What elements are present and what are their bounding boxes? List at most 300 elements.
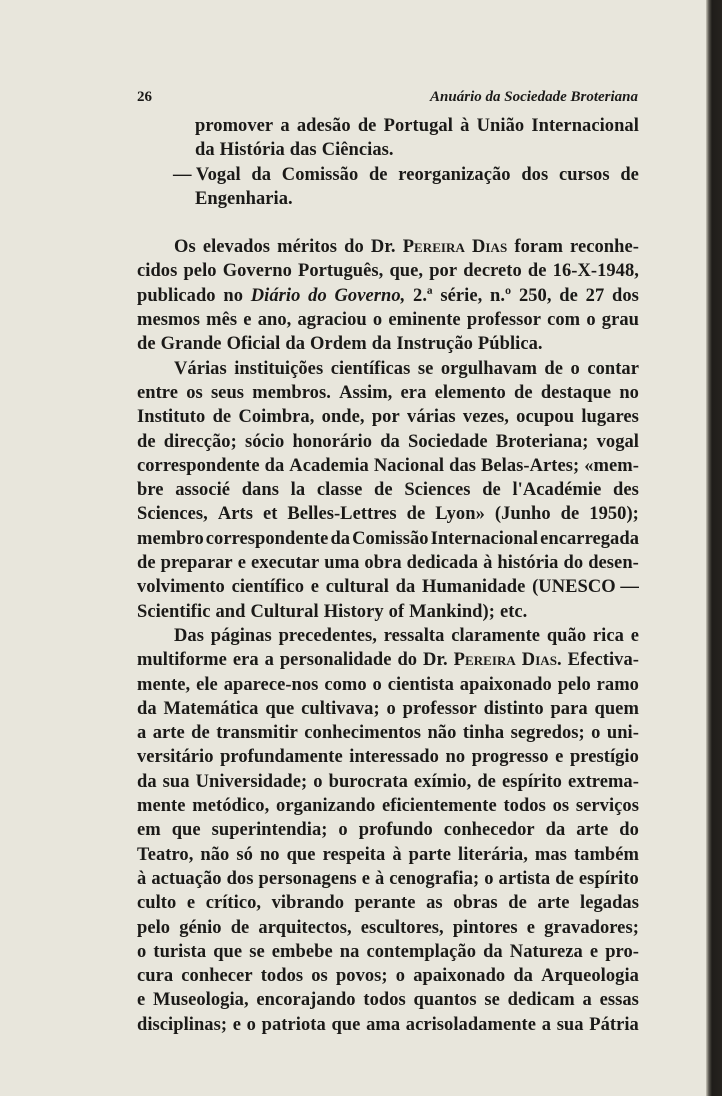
word: Internacional	[430, 528, 539, 549]
word: e	[237, 553, 246, 574]
word: Pátria	[589, 1014, 639, 1035]
word: o	[586, 310, 596, 331]
word: de	[559, 285, 578, 306]
word: turista	[153, 941, 207, 962]
word: pintores	[452, 917, 518, 938]
text-line	[137, 770, 639, 794]
word: quão	[546, 625, 587, 646]
word: os	[311, 966, 328, 987]
word: que	[331, 1014, 361, 1035]
text-line	[137, 187, 639, 211]
word: à	[483, 553, 493, 574]
word: cidos	[137, 261, 178, 282]
word: científico	[231, 577, 305, 598]
text-line	[137, 745, 639, 769]
word: era	[232, 650, 259, 671]
text-line	[137, 624, 639, 648]
word: no	[259, 844, 280, 865]
word: Matemática	[163, 698, 259, 719]
word: seus	[210, 382, 245, 403]
word: à	[137, 868, 147, 889]
word: história	[497, 553, 559, 574]
word: a	[582, 990, 592, 1011]
word: vogal	[596, 431, 639, 452]
word: versitário	[137, 747, 214, 768]
word: profundo	[358, 820, 433, 841]
word: no	[223, 285, 243, 306]
word: e	[361, 868, 370, 889]
word: interessado	[349, 747, 439, 768]
word: direcção;	[163, 431, 237, 452]
word: elemento	[434, 382, 506, 403]
page-number: 26	[137, 89, 152, 105]
word: n.º	[490, 285, 512, 306]
word: Teatro,	[137, 844, 194, 865]
word: Ciências.	[321, 140, 394, 161]
word: páginas	[210, 625, 272, 646]
word: só	[236, 844, 253, 865]
word: da	[264, 455, 285, 476]
word: de	[368, 164, 388, 185]
word: Várias	[174, 358, 227, 379]
word: se	[484, 990, 500, 1011]
word: essas	[599, 990, 639, 1011]
word: de	[527, 261, 547, 282]
word: o	[395, 966, 406, 987]
text-line	[137, 478, 639, 502]
word: l'Académie	[512, 480, 602, 501]
word: dedicada	[406, 553, 479, 574]
word: da	[137, 771, 157, 792]
word: se	[249, 941, 265, 962]
word: para	[550, 698, 588, 719]
text-line	[137, 235, 639, 259]
word: Instituto	[137, 407, 206, 428]
text-line	[137, 114, 639, 138]
word: Grande	[160, 334, 222, 355]
word: de	[477, 771, 496, 792]
word: pro-	[605, 941, 639, 962]
word: e	[243, 310, 252, 331]
word: Universidade;	[195, 771, 308, 792]
word: todos	[363, 990, 406, 1011]
word: actuação	[151, 868, 222, 889]
word: que	[171, 820, 201, 841]
word: perante	[354, 893, 416, 914]
word: entre	[137, 382, 178, 403]
word: Academia	[289, 455, 369, 476]
word: Coimbra,	[238, 407, 315, 428]
text-line	[137, 891, 639, 915]
word: progresso	[471, 747, 549, 768]
word: por	[371, 407, 400, 428]
word: cenografia;	[389, 868, 480, 889]
word: honorário	[292, 431, 373, 452]
word: Efectiva-	[567, 650, 639, 671]
word: Dias	[472, 237, 508, 258]
word: povos;	[335, 966, 388, 987]
word: encorajando	[256, 990, 356, 1011]
word: and	[215, 601, 246, 622]
word: do	[563, 553, 584, 574]
word: da	[545, 820, 566, 841]
word: aparece-nos	[223, 674, 319, 695]
word: sócio	[244, 431, 285, 452]
word: de	[620, 164, 639, 185]
word: Das	[174, 625, 204, 646]
text-line	[137, 794, 639, 818]
word: de	[482, 480, 501, 501]
word: de	[406, 504, 426, 525]
word: de	[514, 382, 533, 403]
word: Scientific	[137, 601, 211, 622]
word: organizando	[276, 796, 376, 817]
word: mente,	[137, 674, 191, 695]
word: contar	[587, 358, 639, 379]
word: de	[137, 553, 156, 574]
word: Instrução	[396, 334, 473, 355]
word: de	[555, 868, 574, 889]
word: Cultural	[250, 601, 319, 622]
word: arte	[152, 723, 185, 744]
word: científicas	[330, 358, 411, 379]
word: as	[426, 893, 443, 914]
word: no	[619, 382, 639, 403]
word: pelo	[137, 917, 171, 938]
word: das	[449, 455, 477, 476]
word: multiforme	[137, 650, 227, 671]
word: — Vogal	[173, 164, 241, 185]
word: publicado	[137, 285, 216, 306]
word: o	[591, 723, 601, 744]
text-line	[137, 259, 639, 283]
word: cultivava;	[301, 698, 380, 719]
word: várias	[407, 407, 456, 428]
word: em	[137, 820, 161, 841]
word: da	[380, 431, 400, 452]
word: etc.	[499, 601, 528, 622]
word: à	[392, 844, 402, 865]
word: destaque	[540, 382, 612, 403]
word: segredos;	[510, 723, 585, 744]
word: o	[386, 698, 396, 719]
word: patriota	[261, 1014, 326, 1035]
word: Mankind);	[409, 601, 495, 622]
word: à	[460, 116, 470, 136]
text-line	[137, 551, 639, 575]
word: de	[357, 116, 377, 136]
word: distinto	[483, 698, 544, 719]
word: burocrata	[328, 771, 408, 792]
text-line	[137, 163, 639, 187]
word: Comissão	[281, 164, 359, 185]
word: Portugal	[383, 116, 453, 136]
word: Sciences	[404, 480, 471, 501]
text-line	[137, 916, 639, 940]
word: que	[265, 698, 295, 719]
word: espírito	[578, 868, 639, 889]
word: que	[213, 941, 243, 962]
word: como	[324, 674, 367, 695]
word: de	[137, 431, 156, 452]
word: eminente	[388, 310, 461, 331]
word: preparar	[160, 553, 233, 574]
word: Diário	[250, 285, 301, 306]
word: instituições	[234, 358, 324, 379]
text-line	[137, 430, 639, 454]
text-line	[137, 673, 639, 697]
word: vezes,	[462, 407, 509, 428]
word: da	[195, 140, 215, 161]
word: ressalta	[383, 625, 445, 646]
word: da	[330, 528, 351, 549]
word: do	[619, 820, 639, 841]
word: também	[573, 844, 639, 865]
word: correspondente	[137, 455, 260, 476]
word: History	[323, 601, 384, 622]
body-text	[137, 114, 639, 1037]
word: Engenharia.	[195, 188, 293, 209]
paragraph-gap	[137, 211, 639, 235]
word: gravadores;	[544, 917, 639, 938]
word: Os	[174, 237, 196, 258]
word: Oficial	[226, 334, 281, 355]
word: grau	[601, 310, 639, 331]
word: de	[544, 358, 564, 379]
running-title: Anuário da Sociedade Broteriana	[430, 89, 638, 105]
word: Pública.	[477, 334, 543, 355]
word: profundamente	[220, 747, 343, 768]
word: o	[338, 820, 348, 841]
word: das	[289, 140, 317, 161]
word: cursos	[558, 164, 610, 185]
word: reconhe-	[570, 237, 639, 258]
word: mesmos	[137, 310, 200, 331]
word: e	[630, 625, 639, 646]
word: Governo	[222, 261, 292, 282]
word: Sciences,	[137, 504, 208, 525]
text-line	[137, 1013, 639, 1037]
word: correspondente	[205, 528, 329, 549]
word: obra	[364, 553, 402, 574]
word: Dias.	[521, 650, 562, 671]
word: dos	[226, 868, 254, 889]
word: contemplação	[366, 941, 477, 962]
word: elevados	[202, 237, 271, 258]
word: lugares	[581, 407, 639, 428]
word: personalidade	[279, 650, 392, 671]
word: prestígio	[569, 747, 639, 768]
text-line	[137, 454, 639, 478]
word: literária,	[458, 844, 528, 865]
word: Humanidade	[422, 577, 526, 598]
word: não	[200, 844, 230, 865]
word: Belles-Lettres	[287, 504, 397, 525]
word: com	[547, 310, 581, 331]
word: da	[285, 334, 305, 355]
word: Natureza	[509, 941, 583, 962]
word: cura	[137, 966, 174, 987]
word: Dr.	[423, 650, 448, 671]
word: disciplinas;	[137, 1014, 228, 1035]
word: classe	[316, 480, 363, 501]
text-line	[137, 357, 639, 381]
text-line	[137, 721, 639, 745]
word: Nacional	[373, 455, 445, 476]
word: bre	[137, 480, 164, 501]
word: a	[541, 1014, 552, 1035]
word: o	[137, 941, 147, 962]
word: era	[400, 382, 427, 403]
word: Sociedade	[408, 431, 488, 452]
word: de	[191, 723, 210, 744]
word: claramente	[451, 625, 541, 646]
word: la	[290, 480, 306, 501]
word: Museologia,	[153, 990, 249, 1011]
word: o	[570, 358, 580, 379]
word: Governo,	[334, 285, 406, 306]
word: tinha	[462, 723, 505, 744]
word: Ordem	[310, 334, 367, 355]
word: mês	[206, 310, 238, 331]
word: des	[613, 480, 639, 501]
word: os	[552, 796, 570, 817]
word: génio	[179, 917, 222, 938]
word: todos	[260, 966, 304, 987]
word: crítico,	[205, 893, 262, 914]
word: Arqueologia	[541, 966, 639, 987]
word: méritos	[277, 237, 338, 258]
word: precedentes,	[278, 625, 377, 646]
word: executar	[251, 553, 320, 574]
text-line	[137, 867, 639, 891]
word: a	[137, 723, 147, 744]
word: ama	[366, 1014, 401, 1035]
word: e	[555, 747, 564, 768]
word: Assim,	[339, 382, 393, 403]
word: apaixonado	[459, 674, 552, 695]
word: obras	[453, 893, 498, 914]
word: quantos	[413, 990, 477, 1011]
word: espírito	[501, 771, 562, 792]
word: e	[310, 577, 320, 598]
word: todos	[503, 796, 546, 817]
text-line	[137, 575, 639, 599]
word: sua	[162, 771, 190, 792]
word: à	[374, 868, 385, 889]
word: do	[397, 650, 418, 671]
word: o	[484, 868, 494, 889]
text-line	[137, 284, 639, 308]
word: arte	[537, 893, 570, 914]
word: extrema-	[568, 771, 639, 792]
word: da	[513, 966, 533, 987]
word: de	[374, 480, 393, 501]
word: arte	[576, 820, 609, 841]
word: conhecedor	[443, 820, 535, 841]
word: União	[476, 116, 525, 136]
word: decreto	[463, 261, 522, 282]
word: de	[212, 407, 232, 428]
word: (UNESCO —	[532, 577, 639, 598]
scan-edge	[706, 0, 722, 1096]
word: ramo	[596, 674, 639, 695]
word: uma	[324, 553, 360, 574]
word: desen-	[588, 553, 639, 574]
text-line	[137, 648, 639, 672]
word: legadas	[580, 893, 639, 914]
word: vibrando	[271, 893, 344, 914]
word: promover	[195, 116, 274, 136]
word: Lyon»	[435, 504, 485, 525]
word: cientista	[387, 674, 454, 695]
word: (Junho	[494, 504, 551, 525]
word: da	[251, 164, 272, 185]
word: culto	[137, 893, 177, 914]
word: exímio,	[413, 771, 472, 792]
text-line	[137, 381, 639, 405]
word: o	[372, 310, 383, 331]
word: 1950);	[589, 504, 639, 525]
word: o	[246, 1014, 256, 1035]
word: o	[313, 771, 323, 792]
word: e	[186, 893, 196, 914]
word: cultural	[325, 577, 389, 598]
word: da	[371, 334, 392, 355]
word: se	[417, 358, 434, 379]
word: no	[445, 747, 466, 768]
word: volvimento	[137, 577, 225, 598]
word: que,	[389, 261, 424, 282]
word: e	[137, 990, 146, 1011]
text-line	[137, 940, 639, 964]
word: de	[137, 334, 156, 355]
word: membro	[137, 528, 204, 549]
word: Português,	[298, 261, 384, 282]
word: quem	[594, 698, 639, 719]
word: Pereira	[453, 650, 516, 671]
text-line	[137, 527, 639, 551]
word: 250,	[518, 285, 552, 306]
word: onde,	[321, 407, 365, 428]
word: agraciou	[297, 310, 367, 331]
word: Pereira	[402, 237, 465, 258]
word: professor	[402, 698, 477, 719]
text-line	[137, 502, 639, 526]
word: da	[137, 698, 157, 719]
word: arquitectos,	[258, 917, 352, 938]
word: of	[388, 601, 405, 622]
word: escultores,	[360, 917, 444, 938]
word: Belas-Artes;	[481, 455, 580, 476]
word: a	[280, 116, 290, 136]
word: «mem-	[584, 455, 639, 476]
text-line	[137, 600, 639, 624]
word: orgulhavam	[440, 358, 537, 379]
word: e	[232, 1014, 241, 1035]
text-line	[137, 332, 639, 356]
word: História	[219, 140, 285, 161]
text-line	[137, 697, 639, 721]
word: da	[395, 577, 416, 598]
word: Dr.	[370, 237, 396, 258]
word: por	[429, 261, 458, 282]
word: personagens	[258, 868, 357, 889]
word: de	[560, 504, 580, 525]
word: e	[526, 917, 536, 938]
word: conhecer	[181, 966, 253, 987]
word: do	[344, 237, 364, 258]
